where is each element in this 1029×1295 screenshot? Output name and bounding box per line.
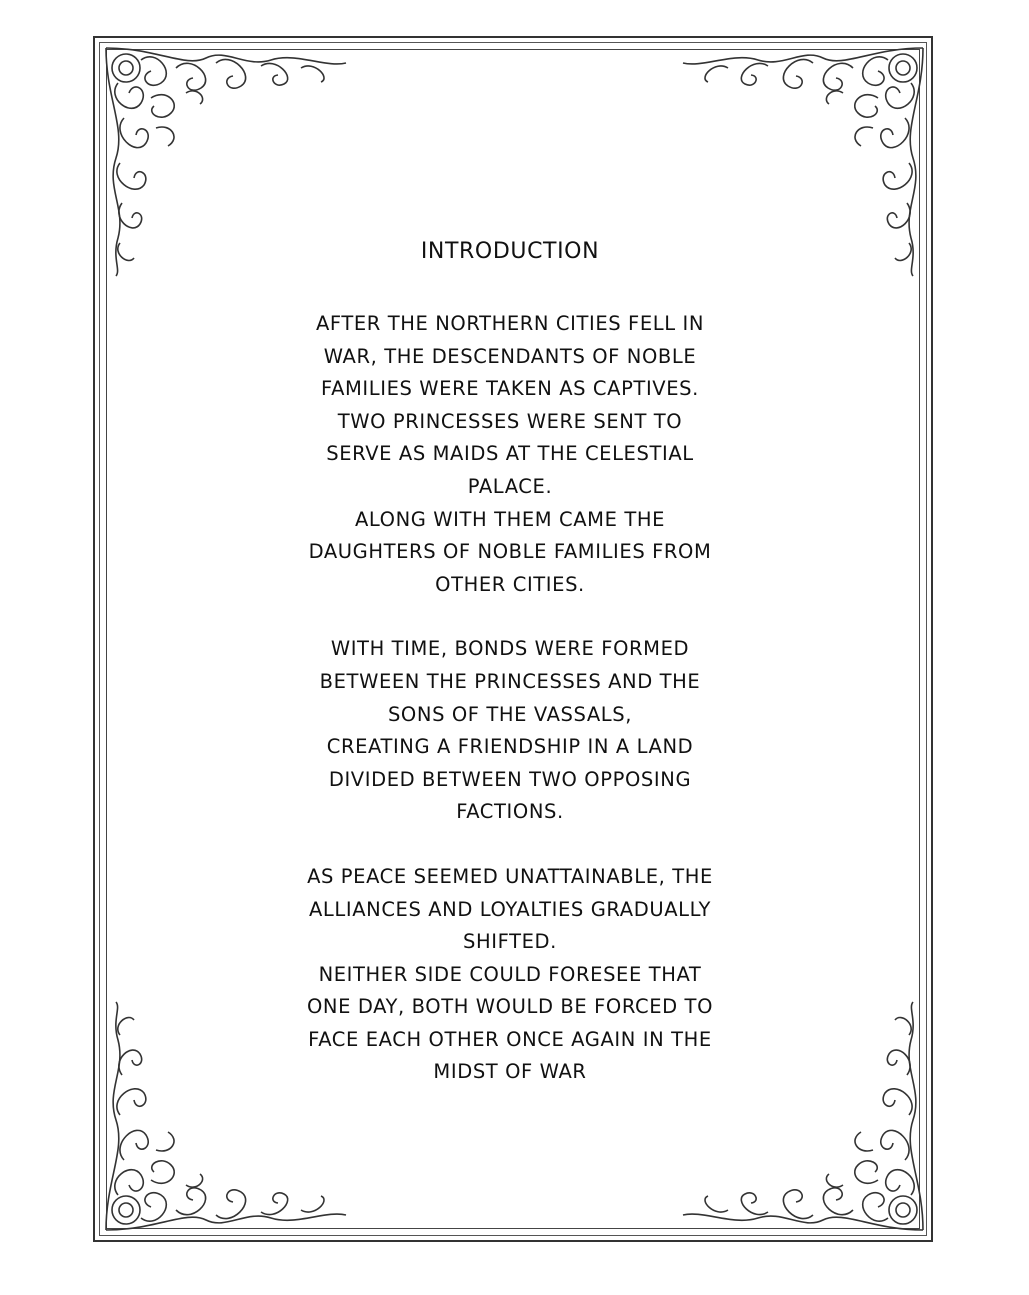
text-line: SERVE AS MAIDS AT THE CELESTIAL	[326, 442, 694, 466]
text-line: ONE DAY, BOTH WOULD BE FORCED TO	[306, 995, 714, 1019]
text-line: FAMILIES WERE TAKEN AS CAPTIVES.	[321, 377, 699, 401]
text-line: DAUGHTERS OF NOBLE FAMILIES FROM	[308, 540, 712, 564]
text-line: OTHER CITIES.	[435, 572, 585, 596]
text-line: SHIFTED.	[463, 930, 557, 954]
text-line: FACTIONS.	[456, 800, 564, 824]
text-line: PALACE.	[467, 474, 553, 498]
text-line: CREATING A FRIENDSHIP IN A LAND	[326, 735, 694, 759]
text-line: BETWEEN THE PRINCESSES AND THE	[319, 669, 701, 693]
text-line: SONS OF THE VASSALS,	[387, 702, 633, 726]
page-title: INTRODUCTION	[420, 239, 600, 264]
intro-paragraph-1	[210, 308, 810, 601]
intro-paragraph-3	[210, 861, 810, 1089]
text-line: ALLIANCES AND LOYALTIES GRADUALLY	[308, 897, 711, 921]
text-line: WITH TIME, BONDS WERE FORMED	[330, 637, 690, 661]
text-line: ALONG WITH THEM CAME THE	[354, 507, 666, 531]
intro-paragraph-2	[210, 633, 810, 829]
text-line: WAR, THE DESCENDANTS OF NOBLE	[323, 344, 697, 368]
text-line: AS PEACE SEEMED UNATTAINABLE, THE	[307, 864, 713, 888]
text-line: DIVIDED BETWEEN TWO OPPOSING	[328, 767, 692, 791]
text-line: MIDST OF WAR	[433, 1060, 587, 1084]
intro-content	[210, 236, 810, 1121]
text-line: TWO PRINCESSES WERE SENT TO	[337, 409, 683, 433]
text-line: AFTER THE NORTHERN CITIES FELL IN	[315, 312, 705, 335]
text-line: FACE EACH OTHER ONCE AGAIN IN THE	[308, 1027, 712, 1051]
text-line: NEITHER SIDE COULD FORESEE THAT	[318, 962, 702, 986]
